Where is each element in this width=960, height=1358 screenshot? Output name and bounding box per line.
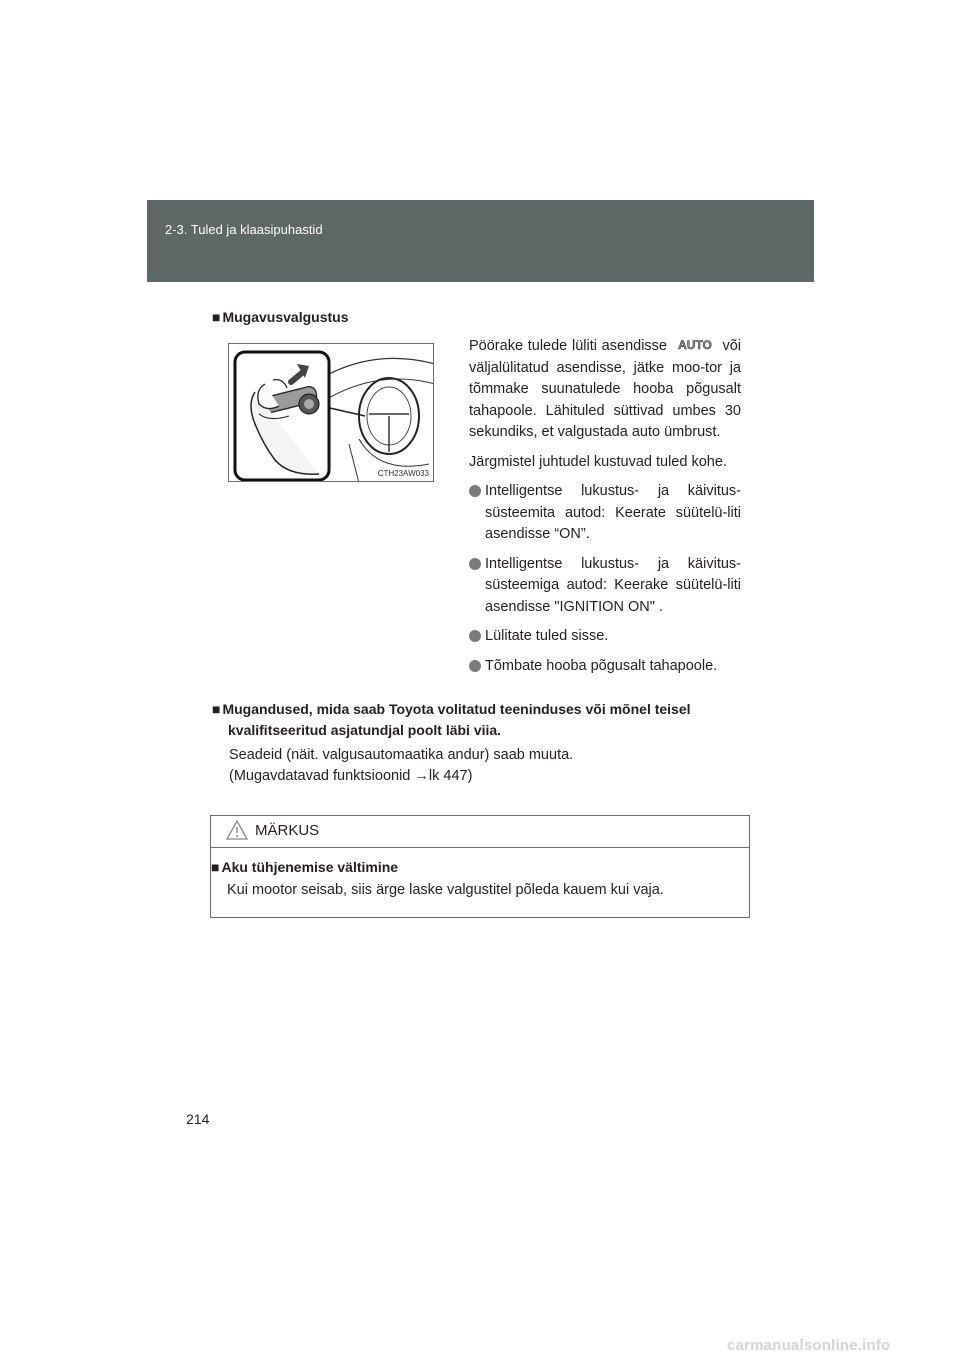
lever-drawing [229, 344, 434, 482]
lever-illustration [228, 343, 434, 482]
section-marker: ■ [212, 701, 221, 717]
intro-text-continued: või väljalülitatud asendisse, jätke moo-tor ja tõmmake suunatulede hooba põgusalt tahapoole. Lähituled süttivad umbes 30 sekundiks, et valgustada auto ümbrust. [469, 338, 741, 440]
section-heading-line2: kvalifitseeritud asjatundjal poolt läbi viia. [228, 722, 502, 738]
section-heading-customizations [212, 699, 691, 741]
list-item: Intelligentse lukustus- ja käivitus-süsteemiga autod: Keerake süütelü-liti asendisse "IGNITION ON" . [469, 554, 741, 619]
watermark: carmanualsonline.info [727, 1337, 891, 1354]
conditions-intro: Järgmistel juhtudel kustuvad tuled kohe. [469, 453, 727, 470]
notice-text: Kui mootor seisab, siis ärge laske valgustitel põleda kauem kui vaja. [227, 882, 664, 898]
notice-header [211, 816, 749, 848]
customization-line2: (Mugavdatavad funktsioonid →lk 447) [229, 768, 473, 784]
notice-label: MÄRKUS [255, 822, 320, 839]
figure-code: CTH23AW033 [377, 469, 429, 478]
bullet-dot-icon [469, 660, 481, 672]
conditions-list [469, 481, 741, 677]
bullet-dot-icon [469, 630, 481, 642]
chapter-header-band [147, 200, 814, 282]
auto-badge-label: AUTO [677, 338, 712, 352]
notice-heading-text: Aku tühjenemise vältimine [221, 859, 399, 875]
instruction-column [469, 336, 741, 685]
section-heading-convenience-lighting [212, 307, 349, 328]
bullet-dot-icon [469, 558, 481, 570]
warning-triangle-icon [226, 820, 248, 840]
intro-text: Pöörake tulede lüliti asendisse [469, 338, 667, 354]
auto-badge-icon [672, 337, 718, 353]
chapter-title: 2-3. Tuled ja klaasipuhastid [165, 222, 323, 237]
notice-heading [211, 859, 398, 875]
bullet-dot-icon [469, 485, 481, 497]
section-heading-text: Mugavusvalgustus [222, 309, 349, 325]
notice-box [210, 815, 750, 918]
list-item: Tõmbate hooba põgusalt tahapoole. [469, 656, 741, 678]
list-item: Intelligentse lukustus- ja käivitus-süsteemita autod: Keerate süütelü-liti asendisse “ON”. [469, 481, 741, 546]
section-marker: ■ [211, 859, 220, 875]
customization-line1: Seadeid (näit. valgusautomaatika andur) saab muuta. [229, 747, 574, 763]
list-item: Lülitate tuled sisse. [469, 626, 741, 648]
customization-text [229, 745, 573, 787]
section-heading-line1: Mugandused, mida saab Toyota volitatud teeninduses või mõnel teisel [222, 701, 691, 717]
intro-paragraph [469, 336, 741, 444]
section-marker: ■ [212, 309, 221, 325]
page-number: 214 [186, 1111, 210, 1127]
